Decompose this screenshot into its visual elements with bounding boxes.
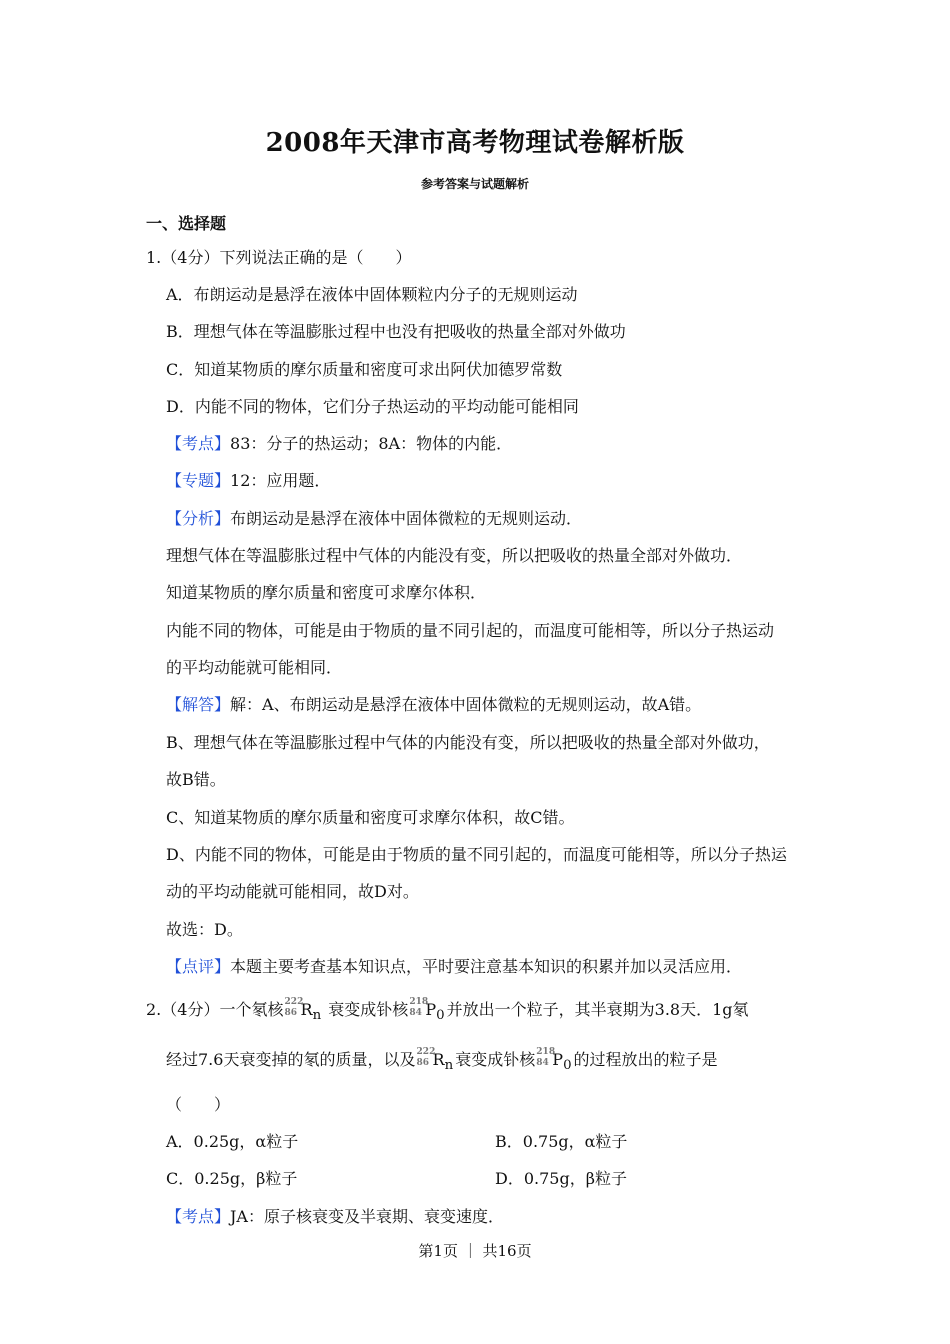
q1-dianping <box>166 957 742 977</box>
po-sub: 0 <box>563 1058 572 1074</box>
q2-option-a: A．0.25g，α粒子 <box>166 1132 299 1151</box>
fenxi-line: 内能不同的物体，可能是由于物质的量不同引起的，而温度可能相等，所以分子热运动 <box>166 621 775 640</box>
kaodian-tag: 【考点】 <box>166 434 231 453</box>
rn-symbol: R <box>300 1000 313 1019</box>
q2-stem-line1 <box>146 997 749 1026</box>
q2-stem-text: 衰变成钋核 <box>455 1050 536 1069</box>
jieda-line: 故B错。 <box>166 770 226 789</box>
kaodian-text: JA：原子核衰变及半衰期、衰变速度． <box>230 1207 504 1226</box>
q1-option-c: C．知道某物质的摩尔质量和密度可求出阿伏加德罗常数 <box>166 360 563 379</box>
q1-stem: 1.（4分）下列说法正确的是（ ） <box>146 248 412 267</box>
po-mass: 218 <box>409 997 429 1007</box>
jieda-line: B、理想气体在等温膨胀过程中气体的内能没有变，所以把吸收的热量全部对外做功， <box>166 733 770 752</box>
q1-jieda <box>166 695 701 715</box>
rn-sub: n <box>444 1058 454 1074</box>
q2-option-d: D．0.75g，β粒子 <box>495 1169 627 1188</box>
q2-stem-text: 衰变成钋核 <box>328 1000 409 1019</box>
q1-fenxi <box>166 509 582 529</box>
jieda-line: D、内能不同的物体，可能是由于物质的量不同引起的，而温度可能相等，所以分子热运 <box>166 845 787 864</box>
q1-option-b: B．理想气体在等温膨胀过程中也没有把吸收的热量全部对外做功 <box>166 322 626 341</box>
polonium-nucleus <box>536 1047 572 1076</box>
page-subtitle: 参考答案与试题解析 <box>420 177 529 191</box>
q2-stem-text: 并放出一个粒子，其半衰期为3.8天．1g氡 <box>446 1000 749 1019</box>
dianping-tag: 【点评】 <box>166 957 231 976</box>
rn-mass: 222 <box>416 1047 436 1057</box>
zhuanti-tag: 【专题】 <box>166 471 231 490</box>
fenxi-text: 布朗运动是悬浮在液体中固体微粒的无规则运动． <box>230 509 583 528</box>
page-title: 2008年天津市高考物理试卷解析版 <box>265 128 685 158</box>
fenxi-tag: 【分析】 <box>166 509 231 528</box>
jieda-line: C、知道某物质的摩尔质量和密度可求摩尔体积，故C错。 <box>166 808 575 827</box>
po-charge: 84 <box>409 1008 422 1018</box>
q1-kaodian <box>166 434 512 454</box>
zhuanti-text: 12：应用题． <box>230 471 331 490</box>
po-symbol: P <box>425 1000 437 1019</box>
jieda-text: 解：A、布朗运动是悬浮在液体中固体微粒的无规则运动，故A错。 <box>230 695 702 714</box>
fenxi-line: 知道某物质的摩尔质量和密度可求摩尔体积． <box>166 583 487 602</box>
q2-stem-text: 经过7.6天衰变掉的氡的质量，以及 <box>166 1050 416 1069</box>
po-sub: 0 <box>436 1008 445 1024</box>
dianping-text: 本题主要考查基本知识点，平时要注意基本知识的积累并加以灵活应用． <box>230 957 743 976</box>
fenxi-line: 理想气体在等温膨胀过程中气体的内能没有变，所以把吸收的热量全部对外做功． <box>166 546 743 565</box>
rn-symbol: R <box>432 1050 445 1069</box>
q1-option-d: D．内能不同的物体，它们分子热运动的平均动能可能相同 <box>166 397 579 416</box>
q2-option-c: C．0.25g，β粒子 <box>166 1169 298 1188</box>
rn-charge: 86 <box>416 1058 430 1068</box>
rn-mass: 222 <box>284 997 304 1007</box>
radon-nucleus <box>284 997 322 1026</box>
jieda-tag: 【解答】 <box>166 695 231 714</box>
radon-nucleus <box>416 1047 454 1076</box>
jieda-line: 故选：D。 <box>166 920 243 939</box>
q2-option-b: B．0.75g，α粒子 <box>495 1132 628 1151</box>
q2-stem-text: 2.（4分）一个氡核 <box>146 1000 284 1019</box>
polonium-nucleus <box>409 997 445 1026</box>
section-heading: 一、选择题 <box>146 214 227 233</box>
kaodian-tag: 【考点】 <box>166 1207 231 1226</box>
q1-option-a: A．布朗运动是悬浮在液体中固体颗粒内分子的无规则运动 <box>166 285 578 304</box>
po-charge: 84 <box>536 1058 549 1068</box>
rn-sub: n <box>312 1008 322 1024</box>
po-mass: 218 <box>536 1047 556 1057</box>
q2-stem-line2 <box>166 1047 718 1076</box>
fenxi-line: 的平均动能就可能相同． <box>166 658 343 677</box>
rn-charge: 86 <box>284 1008 298 1018</box>
q1-zhuanti <box>166 471 330 491</box>
q2-stem-text: 的过程放出的粒子是 <box>573 1050 718 1069</box>
q2-kaodian <box>166 1207 504 1227</box>
jieda-line: 动的平均动能就可能相同，故D对。 <box>166 882 419 901</box>
kaodian-text: 83：分子的热运动；8A：物体的内能． <box>230 434 513 453</box>
q2-stem-line3: （ ） <box>166 1095 231 1114</box>
page-footer: 第1页 ｜ 共16页 <box>418 1242 532 1260</box>
po-symbol: P <box>552 1050 564 1069</box>
